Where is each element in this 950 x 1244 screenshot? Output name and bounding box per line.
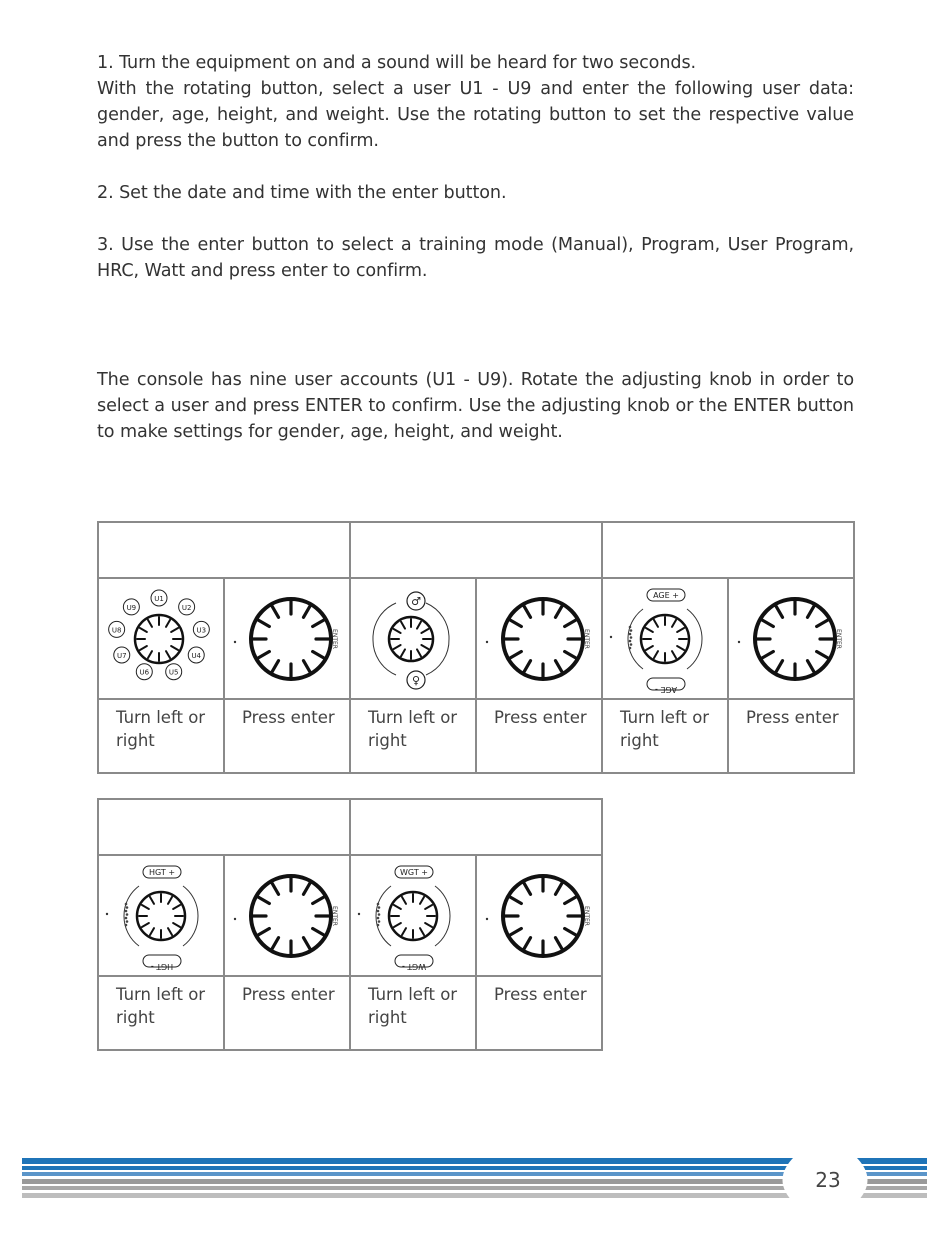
height-dial-icon (99, 856, 223, 975)
caption-turn: Turn left or right (350, 976, 476, 1050)
weight-dial-diagram (350, 855, 476, 976)
enter-knob-icon (729, 579, 853, 698)
svg-text:AGE +: AGE + (653, 591, 679, 600)
age-dial-icon (603, 579, 727, 698)
height-dial-diagram (98, 855, 224, 976)
svg-text:HGT +: HGT + (148, 868, 176, 877)
enter-knob-diagram (224, 578, 350, 699)
svg-text:ENTER: ENTER (331, 629, 338, 649)
settings-table-2 (97, 798, 603, 1051)
text-line: select a user and press ENTER to confirm. Use the adjusting knob or the ENTER button (97, 396, 854, 416)
age-dial-diagram (602, 578, 728, 699)
svg-text:WGT -: WGT - (401, 962, 427, 971)
table-header-cell (98, 522, 350, 578)
svg-text:AGE -: AGE - (654, 685, 678, 694)
text-line: gender, age, height, and weight. Use the rotating button to set the respective value (97, 105, 854, 125)
caption-turn: Turn left or right (98, 699, 224, 773)
table-header-cell (602, 522, 854, 578)
svg-text:U8: U8 (111, 626, 122, 635)
svg-text:HGT -: HGT - (150, 962, 174, 971)
enter-knob-icon (477, 856, 601, 975)
caption-press: Press enter (224, 699, 350, 773)
svg-text:ENTER: ENTER (331, 906, 338, 926)
instruction-step-2 (97, 180, 854, 206)
enter-knob-icon (477, 579, 601, 698)
text-line: HRC, Watt and press enter to confirm. (97, 261, 428, 281)
svg-text:ENTER: ENTER (583, 906, 590, 926)
svg-text:U2: U2 (181, 603, 192, 612)
svg-text:U6: U6 (139, 668, 150, 677)
text-line: and press the button to confirm. (97, 131, 379, 151)
svg-text:♀: ♀ (411, 674, 421, 687)
enter-knob-diagram (224, 855, 350, 976)
text-line: 1. Turn the equipment on and a sound will be heard for two seconds. (97, 53, 697, 73)
enter-knob-icon (225, 856, 349, 975)
gender-dial-diagram (350, 578, 476, 699)
caption-press: Press enter (224, 976, 350, 1050)
user-select-dial-diagram (98, 578, 224, 699)
svg-text:ENTER: ENTER (835, 629, 842, 649)
caption-turn: Turn left or right (350, 699, 476, 773)
gender-dial-icon (351, 579, 475, 698)
text-line: 3. Use the enter button to select a training mode (Manual), Program, User Program, (97, 235, 854, 255)
enter-knob-diagram (728, 578, 854, 699)
enter-knob-icon (225, 579, 349, 698)
user-dial-icon (99, 579, 223, 698)
weight-dial-icon (351, 856, 475, 975)
svg-text:♂: ♂ (411, 595, 421, 608)
instruction-step-1 (97, 50, 854, 154)
svg-text:ENTER: ENTER (583, 629, 590, 649)
enter-knob-diagram (476, 578, 602, 699)
caption-press: Press enter (476, 699, 602, 773)
enter-knob-diagram (476, 855, 602, 976)
table-header-cell (350, 522, 602, 578)
svg-text:WGT +: WGT + (400, 868, 428, 877)
text-line: The console has nine user accounts (U1 - U9). Rotate the adjusting knob in order to (97, 370, 854, 390)
settings-table-1 (97, 521, 855, 774)
instruction-step-3 (97, 232, 854, 284)
svg-text:U3: U3 (196, 626, 207, 635)
table-header-cell (350, 799, 602, 855)
text-line: With the rotating button, select a user U1 - U9 and enter the following user data: (97, 79, 854, 99)
svg-text:U4: U4 (191, 652, 202, 660)
svg-text:U9: U9 (126, 603, 137, 612)
text-line: to make settings for gender, age, height, and weight. (97, 422, 563, 442)
page-number: 23 (815, 1168, 841, 1192)
svg-text:U7: U7 (116, 652, 127, 660)
caption-press: Press enter (728, 699, 854, 773)
svg-text:U1: U1 (154, 595, 164, 603)
svg-text:U5: U5 (168, 668, 179, 677)
text-line: 2. Set the date and time with the enter button. (97, 183, 507, 203)
caption-turn: Turn left or right (602, 699, 728, 773)
table-header-cell (98, 799, 350, 855)
caption-turn: Turn left or right (98, 976, 224, 1050)
user-accounts-description (97, 367, 854, 445)
caption-press: Press enter (476, 976, 602, 1050)
